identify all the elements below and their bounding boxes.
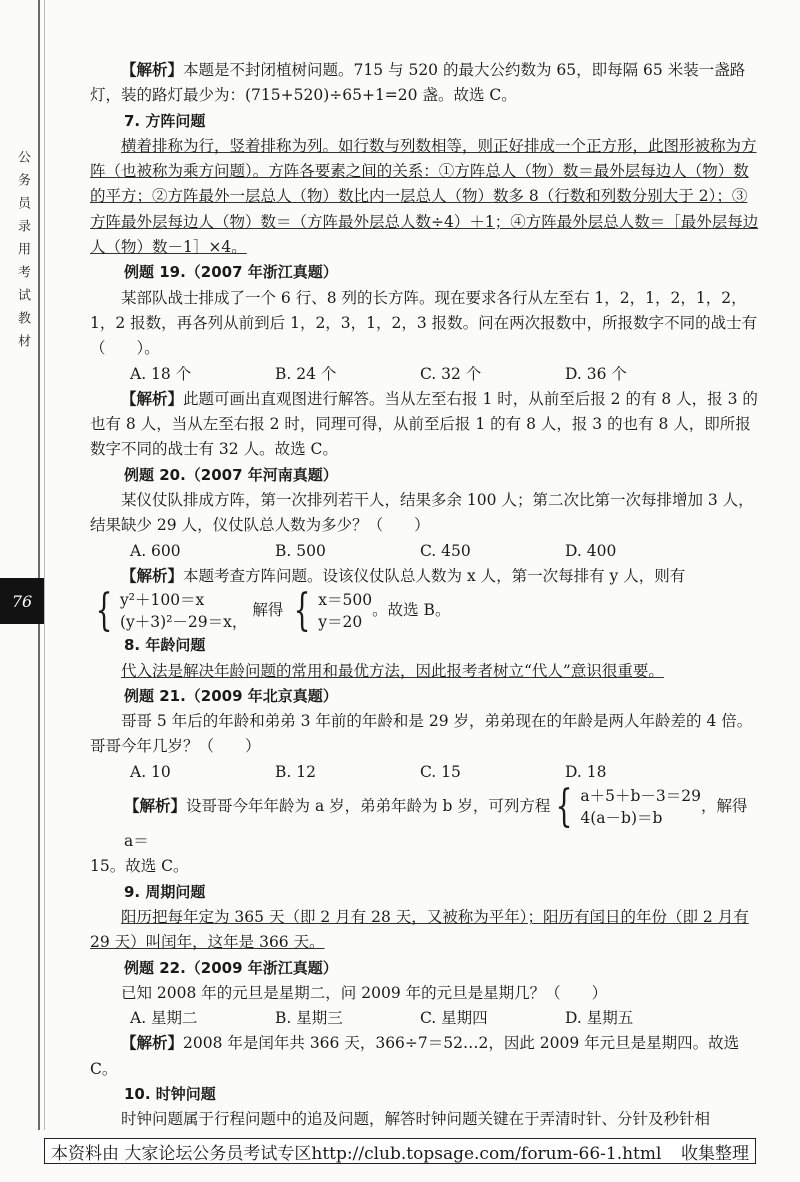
section-10-text: 时钟问题属于行程问题中的追及问题，解答时钟问题关键在于弄清时针、分针及秒针相 xyxy=(121,1110,711,1129)
option: D. 星期五 xyxy=(565,1009,634,1028)
option: C. 星期四 xyxy=(420,1009,488,1028)
section-9-heading: 9. 周期问题 xyxy=(124,882,206,901)
equation-system: { y²＋100＝x (y＋3)²－29＝x， xyxy=(95,585,248,637)
option: A. 18 个 xyxy=(130,364,192,383)
example-19-question: 某部队战士排成了一个 6 行、8 列的长方阵。现在要求各行从左至右 1，2，1，2，1，2，1，2 报数，再各列从前到后 1，2，3，1，2，3 报数。问在两次报数中，所报数字不同的战士有（ ）。 xyxy=(90,288,758,358)
option: C. 15 xyxy=(420,762,461,781)
example-21-question: 哥哥 5 年后的年龄和弟弟 3 年前的年龄和是 29 岁，弟弟现在的年龄是两人年龄差的 4 倍。哥哥今年几岁？（ ） xyxy=(90,712,753,756)
footer-source[interactable]: 本资料由 大家论坛公务员考试专区http://club.topsage.com/forum-66-1.html xyxy=(51,1143,662,1164)
page-body xyxy=(90,58,760,1133)
example-21-title: 例题 21.（2009 年北京真题） xyxy=(124,686,338,705)
section-10-heading: 10. 时钟问题 xyxy=(124,1084,216,1103)
example-21-analysis: 【解析】设哥哥今年年龄为 a 岁，弟弟年龄为 b 岁，可列方程 { a＋5＋b－3＝29 4(a－b)＝b ，解得 a＝ xyxy=(124,781,748,851)
example-19-title: 例题 19.（2007 年浙江真题） xyxy=(124,263,338,282)
example-22-question: 已知 2008 年的元旦是星期二，问 2009 年的元旦是星期几？（ ） xyxy=(121,983,608,1002)
option: B. 500 xyxy=(275,541,326,560)
section-7-heading: 7. 方阵问题 xyxy=(124,111,206,130)
section-9-text: 阳历把每年定为 365 天（即 2 月有 28 天，又被称为平年）；阳历有闰日的年份（即 2 月有 29 天）叫闰年，这年是 366 天。 xyxy=(90,907,749,952)
footer-banner xyxy=(44,1138,756,1164)
page-number: 76 xyxy=(0,578,44,624)
example-22-title: 例题 22.（2009 年浙江真题） xyxy=(124,958,338,977)
equation-system: { a＋5＋b－3＝29 4(a－b)＝b xyxy=(555,781,702,833)
analysis-paragraph: 【解析】本题是不封闭植树问题。715 与 520 的最大公约数为 65，即每隔 65 米装一盏路灯，装的路灯最少为：(715+520)÷65+1=20 盏。故选 C。 xyxy=(90,61,746,105)
section-8-text: 代入法是解决年龄问题的常用和最优方法，因此报考者树立“代人”意识很重要。 xyxy=(121,661,664,680)
example-19-analysis: 【解析】此题可画出直观图进行解答。当从左至右报 1 时，从前至后报 2 的有 8 人，报 3 的也有 8 人，当从左至右报 2 时，同理可得，从前至后报 1 的有 8 人，报 3 的也有 8 人，即所报数字不同的战士有 32 人。故选 C。 xyxy=(90,389,758,459)
option: B. 12 xyxy=(275,762,316,781)
option: A. 600 xyxy=(130,541,181,560)
example-19-options xyxy=(90,362,760,387)
example-22-options xyxy=(90,1006,760,1031)
option: B. 24 个 xyxy=(275,364,337,383)
example-20-question: 某仪仗队排成方阵，第一次排列若干人，结果多余 100 人；第二次比第一次每排增加 3 人，结果缺少 29 人，仪仗队总人数为多少？（ ） xyxy=(90,491,754,535)
option: D. 18 xyxy=(565,762,607,781)
example-20-title: 例题 20.（2007 年河南真题） xyxy=(124,465,338,484)
example-20-options xyxy=(90,539,760,564)
option: B. 星期三 xyxy=(275,1009,343,1028)
section-7-text: 横着排称为行，竖着排称为列。如行数与列数相等，则正好排成一个正方形，此图形被称为方阵（也被称为乘方问题）。方阵各要素之间的关系：①方阵总人（物）数＝最外层每边人（物）数的平方；②方阵最外一层总人（物）数比内一层总人（物）数多 8（行数和列数分别大于 2）；③方阵最外层每边人（物）数＝（方阵最外层总人数÷4）＋1；④方阵最外层总人数＝［最外层每边人（物）数－1］×4。 xyxy=(90,136,759,257)
option: D. 36 个 xyxy=(565,364,627,383)
option: A. 星期二 xyxy=(130,1009,198,1028)
example-22-analysis: 【解析】2008 年是闰年共 366 天，366÷7＝52…2，因此 2009 年元旦是星期四。故选 C。 xyxy=(90,1034,740,1078)
example-20-analysis: 【解析】本题考查方阵问题。设该仪仗队总人数为 x 人，第一次每排有 y 人，则有 xyxy=(121,566,686,585)
example-21-options xyxy=(90,760,760,785)
side-title: 公务员录用考试教材 xyxy=(15,150,30,357)
option: C. 450 xyxy=(420,541,471,560)
option: D. 400 xyxy=(565,541,617,560)
example-21-analysis-end: 15。故选 C。 xyxy=(90,857,189,876)
option: C. 32 个 xyxy=(420,364,482,383)
section-8-heading: 8. 年龄问题 xyxy=(124,636,206,655)
option: A. 10 xyxy=(130,762,171,781)
margin-rule xyxy=(38,0,40,1130)
example-20-equations: { y²＋100＝x (y＋3)²－29＝x， 解得 { x＝500 y＝20 。故选 B。 xyxy=(90,589,760,633)
footer-credit: 收集整理 xyxy=(681,1143,749,1164)
equation-solution: { x＝500 y＝20 xyxy=(293,585,373,637)
margin-rule-thin xyxy=(44,0,45,1130)
